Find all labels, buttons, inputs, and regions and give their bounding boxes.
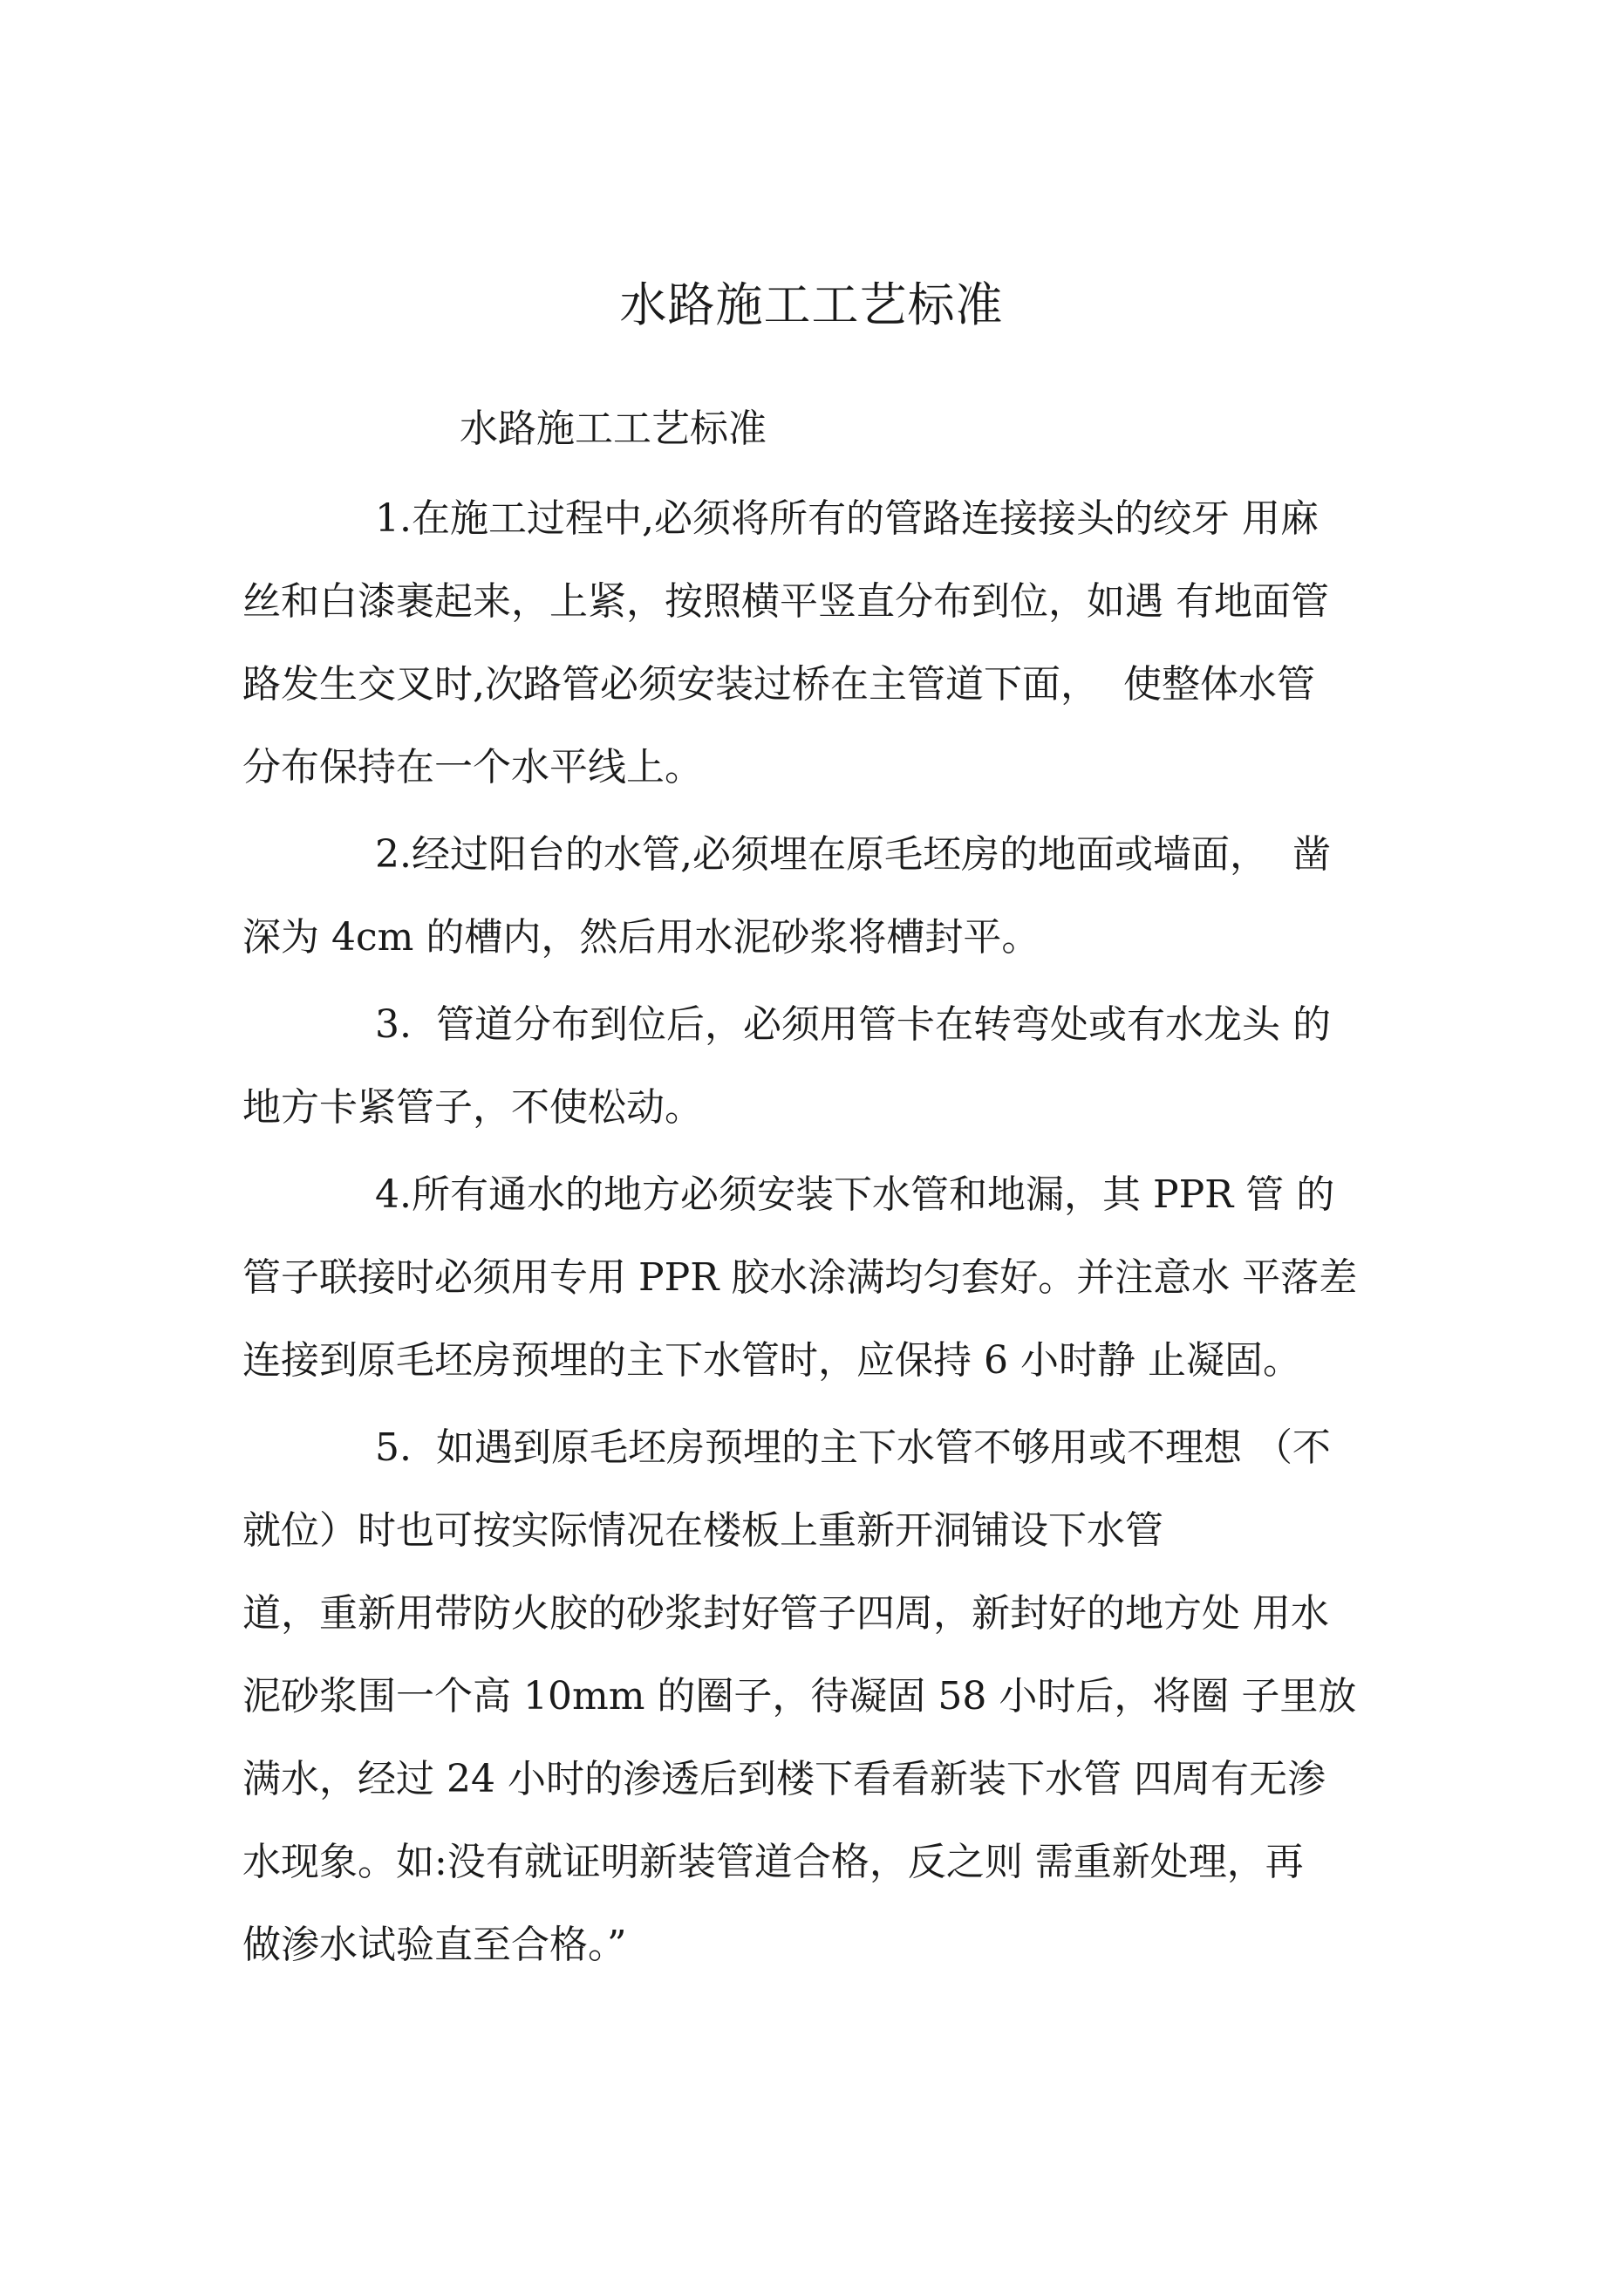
paragraph-4-line-2: 管子联接时必须用专用 PPR 胶水涂满均匀套好。并注意水 平落差 (242, 1255, 1358, 1300)
paragraph-5-line-4: 泥砂浆围一个高 10mm 的圈子，待凝固 58 小时后，将圈 子里放 (242, 1674, 1357, 1719)
page-title: 水路施工工艺标准 (619, 277, 1004, 332)
paragraph-5-line-3: 道，重新用带防火胶的砂浆封好管子四周，新封好的地方处 用水 (242, 1591, 1329, 1636)
paragraph-2-line-1: 2.经过阳台的水管,必须埋在原毛坯房的地面或墙面， 凿 (375, 832, 1331, 877)
paragraph-5-line-6: 水现象。如:没有就证明新装管道合格，反之则 需重新处理，再 (242, 1840, 1304, 1884)
document-subtitle: 水路施工工艺标准 (460, 407, 767, 451)
paragraph-4-line-3: 连接到原毛坯房预埋的主下水管时，应保持 6 小时静 止凝固。 (242, 1338, 1301, 1383)
paragraph-1-line-1: 1.在施工过程中,必须将所有的管路连接接头的绞牙 用麻 (375, 496, 1319, 541)
paragraph-5-line-1: 5. 如遇到原毛坯房预埋的主下水管不够用或不理想 （不 (375, 1425, 1331, 1470)
paragraph-1-line-2: 丝和白漆裹起来，上紧，按照横平竖直分布到位，如遇 有地面管 (242, 579, 1329, 624)
paragraph-5-line-7: 做渗水试验直至合格。” (242, 1923, 627, 1967)
paragraph-4-line-1: 4.所有通水的地方必须安装下水管和地漏，其 PPR 管 的 (375, 1172, 1335, 1217)
paragraph-3-line-2: 地方卡紧管子，不使松动。 (242, 1085, 703, 1130)
paragraph-5-line-5: 满水，经过 24 小时的渗透后到楼下看看新装下水管 四周有无渗 (242, 1757, 1326, 1801)
paragraph-1-line-4: 分布保持在一个水平线上。 (242, 745, 703, 789)
paragraph-1-line-3: 路发生交叉时,次路管必须安装过桥在主管道下面， 使整体水管 (242, 662, 1315, 707)
paragraph-5-line-2: 就位）时也可按实际情况在楼板上重新开洞铺设下水管 (242, 1508, 1163, 1553)
paragraph-2-line-2: 深为 4cm 的槽内，然后用水泥砂浆将槽封平。 (242, 915, 1040, 960)
paragraph-3-line-1: 3. 管道分布到位后，必须用管卡在转弯处或有水龙头 的 (375, 1002, 1331, 1047)
